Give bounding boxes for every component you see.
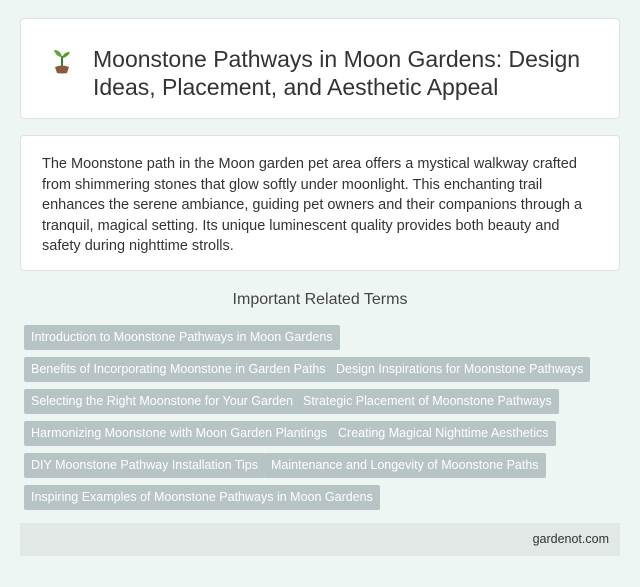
- header-card: [20, 18, 620, 119]
- page-title: Moonstone Pathways in Moon Gardens: Design Ideas, Placement, and Aesthetic Appeal: [93, 46, 581, 100]
- related-term-tag[interactable]: Design Inspirations for Moonstone Pathways: [329, 357, 590, 382]
- related-term-tag[interactable]: Maintenance and Longevity of Moonstone Paths: [264, 453, 546, 478]
- related-term-tag[interactable]: Benefits of Incorporating Moonstone in Garden Paths: [24, 357, 333, 382]
- description-text: The Moonstone path in the Moon garden pet area offers a mystical walkway crafted from shimmering stones that glow softly under moonlight. This enchanting trail enhances the serene ambiance, guiding pet owners and their companions through a tranquil, magical setting. Its unique luminescent quality provides both beauty and safety during nighttime strolls.: [42, 156, 583, 254]
- related-term-tag[interactable]: Creating Magical Nighttime Aesthetics: [331, 421, 556, 446]
- related-term-tag[interactable]: DIY Moonstone Pathway Installation Tips: [24, 453, 265, 478]
- related-term-tag[interactable]: Introduction to Moonstone Pathways in Moon Gardens: [24, 325, 340, 350]
- related-term-tag[interactable]: Strategic Placement of Moonstone Pathways: [296, 389, 559, 414]
- description-card: [20, 135, 620, 271]
- related-term-tag[interactable]: Harmonizing Moonstone with Moon Garden Plantings: [24, 421, 334, 446]
- footer-bar: [20, 523, 620, 556]
- sprout-icon: [47, 45, 77, 75]
- footer-site-name: gardenot.com: [532, 532, 609, 546]
- related-terms-heading: Important Related Terms: [232, 291, 408, 308]
- related-term-tag[interactable]: Selecting the Right Moonstone for Your Garden: [24, 389, 300, 414]
- related-term-tag[interactable]: Inspiring Examples of Moonstone Pathways in Moon Gardens: [24, 485, 380, 510]
